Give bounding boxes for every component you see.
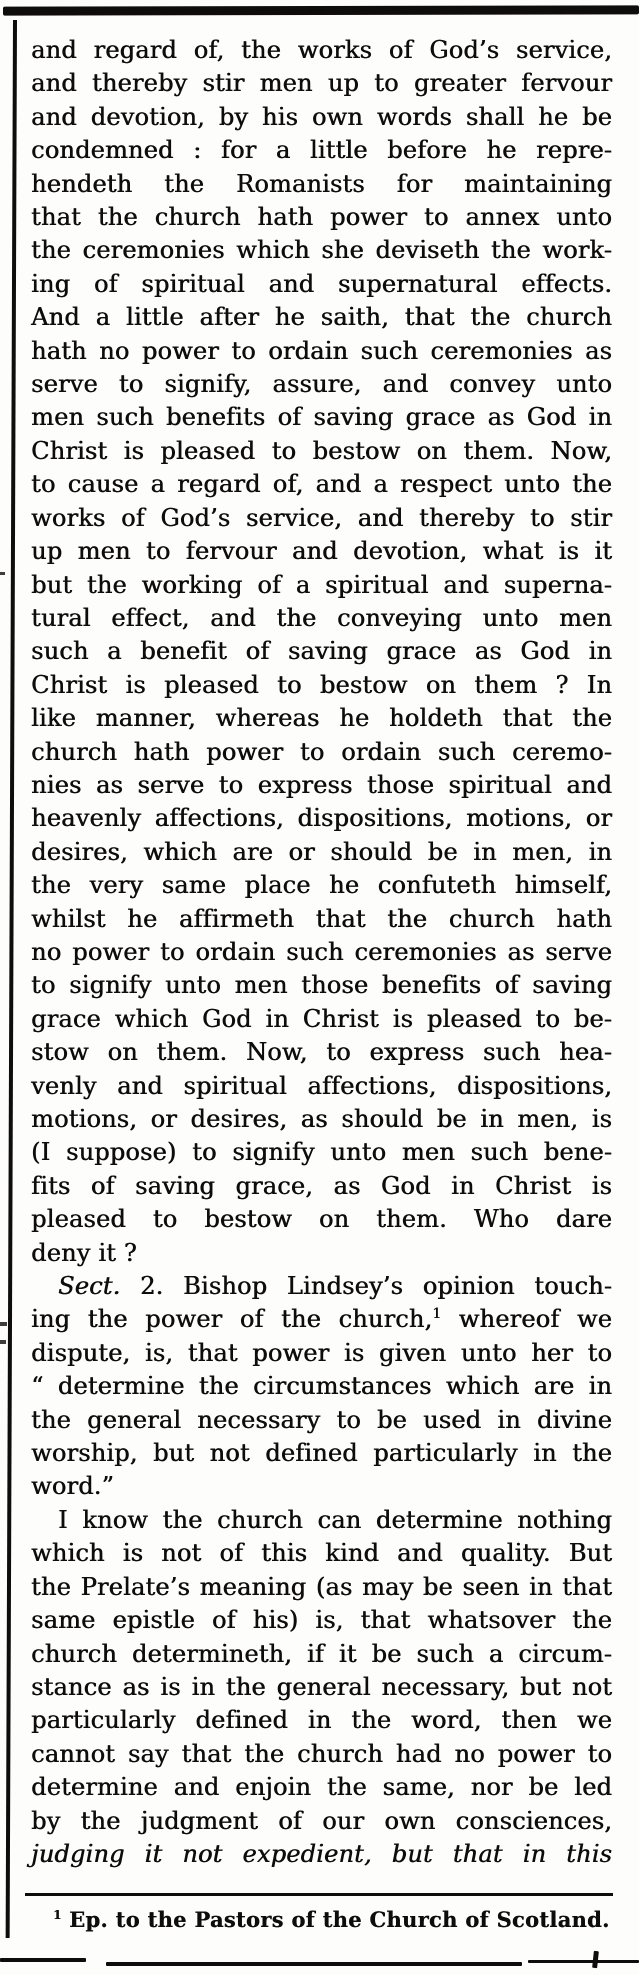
text-line [31, 836, 612, 869]
text-line [31, 1404, 612, 1437]
text-run: the Prelate’s meaning (as may be seen in that [31, 1572, 612, 1601]
text-line [31, 1370, 612, 1403]
text-line [31, 1170, 612, 1203]
text-run: Christ is pleased to bestow on them ? In [31, 670, 612, 699]
text-run: serve to signify, assure, and convey unto [31, 370, 612, 399]
text-line [31, 67, 612, 100]
text-run: particularly defined in the word, then we [31, 1706, 612, 1735]
text-run: word.” [31, 1472, 114, 1501]
text-run: church hath power to ordain such ceremo- [31, 737, 612, 766]
footnote-reference: 1 [53, 1908, 62, 1922]
text-line [31, 1571, 612, 1604]
text-line [31, 1805, 612, 1838]
text-run: whilst he affirmeth that the church hath [31, 904, 612, 933]
text-line [31, 869, 612, 902]
text-run: desires, which are or should be in men, in [31, 837, 612, 866]
scan-smudge [63, 9, 323, 14]
text-line [31, 1070, 612, 1103]
text-run: and thereby stir men up to greater fervour [31, 69, 612, 98]
text-run: “ determine the circumstances which are in [31, 1372, 612, 1401]
text-line [31, 903, 612, 936]
text-run: cannot say that the church had no power to [31, 1739, 612, 1768]
text-line [31, 1604, 612, 1637]
text-run: determine and enjoin the same, nor be led [31, 1773, 612, 1802]
text-run: judging it not expedient, but that in this [31, 1839, 612, 1868]
column-left-rule [6, 20, 17, 1938]
text-run: tural effect, and the conveying unto men [31, 603, 612, 632]
text-run: ing the power of the church, [31, 1305, 433, 1334]
text-run: 2. Bishop Lindsey’s opinion touch- [120, 1272, 612, 1301]
text-run: but the working of a spiritual and superna- [31, 570, 612, 599]
text-line [31, 234, 612, 267]
page-bottom-edge-rule [0, 1958, 86, 1962]
text-run: works of God’s service, and thereby to stir [31, 503, 612, 532]
text-line [31, 368, 612, 401]
page-bottom-edge-rule [528, 1960, 639, 1963]
text-line [31, 1537, 612, 1570]
text-run: which is not of this kind and quality. But [31, 1539, 612, 1568]
text-line [31, 34, 612, 67]
text-run: the general necessary to be used in divine [31, 1405, 612, 1434]
text-line [31, 1838, 612, 1871]
text-line [31, 201, 612, 234]
text-line [31, 769, 612, 802]
text-line [31, 301, 612, 334]
text-run: pleased to bestow on them. Who dare [31, 1205, 612, 1234]
scan-mark [592, 1951, 599, 1968]
text-run: I know the church can determine nothing [58, 1505, 612, 1534]
text-line [31, 1437, 612, 1470]
text-run: by the judgment of our own consciences, [31, 1806, 612, 1835]
page-bottom-edge-rule [106, 1962, 522, 1966]
page-top-edge-rule [3, 5, 639, 15]
text-line [31, 535, 612, 568]
text-line [31, 468, 612, 501]
text-line [31, 1671, 612, 1704]
text-run: that the church hath power to annex unto [31, 203, 612, 232]
scan-speck [0, 1322, 7, 1326]
text-line [31, 1036, 612, 1069]
text-line [31, 1303, 612, 1336]
text-line [31, 268, 612, 301]
text-line [31, 635, 612, 668]
text-line [31, 101, 612, 134]
footnote-text [53, 1905, 613, 1935]
text-run: to signify unto men those benefits of saving [31, 971, 612, 1000]
text-run: nies as serve to express those spiritual and [31, 770, 612, 799]
text-line [31, 168, 612, 201]
text-run: condemned : for a little before he repre- [31, 136, 612, 165]
text-line [31, 936, 612, 969]
text-line [31, 502, 612, 535]
text-run: hath no power to ordain such ceremonies as [31, 336, 612, 365]
text-run: the very same place he confuteth himself, [31, 871, 612, 900]
text-line [31, 669, 612, 702]
text-run: deny it ? [31, 1238, 137, 1267]
text-run: men such benefits of saving grace as God in [31, 403, 612, 432]
text-line [31, 1638, 612, 1671]
text-line [31, 1337, 612, 1370]
text-line [31, 602, 612, 635]
text-line [31, 969, 612, 1002]
text-block [31, 34, 612, 1871]
scan-speck [0, 1340, 6, 1344]
text-run: motions, or desires, as should be in men, is [31, 1105, 612, 1133]
text-line [31, 702, 612, 735]
text-line [31, 1003, 612, 1036]
text-line [31, 134, 612, 167]
text-run: heavenly affections, dispositions, motions, or [31, 804, 612, 833]
text-run: ing of spiritual and supernatural effects. [31, 269, 612, 298]
text-run: like manner, whereas he holdeth that the [31, 704, 612, 733]
text-run: church determineth, if it be such a circum- [31, 1639, 612, 1668]
text-line [31, 1136, 612, 1169]
text-line [31, 569, 612, 602]
text-run: And a little after he saith, that the church [31, 303, 612, 332]
text-run: fits of saving grace, as God in Christ is [31, 1171, 612, 1200]
text-run: (I suppose) to signify unto men such bene- [31, 1138, 612, 1167]
footnote-separator-rule [25, 1893, 613, 1896]
text-run: grace which God in Christ is pleased to be- [31, 1004, 612, 1033]
text-run: worship, but not defined particularly in the [31, 1439, 612, 1468]
text-line [31, 1470, 612, 1503]
text-line [31, 435, 612, 468]
text-run: the ceremonies which she deviseth the work- [31, 236, 612, 265]
text-run: such a benefit of saving grace as God in [31, 637, 612, 666]
text-run: stow on them. Now, to express such hea- [31, 1038, 612, 1067]
scan-speck [0, 572, 5, 575]
text-run: and devotion, by his own words shall he be [31, 102, 612, 131]
text-line [31, 1103, 612, 1136]
text-line [31, 335, 612, 368]
text-line [31, 1203, 612, 1236]
text-line [31, 802, 612, 835]
text-line [31, 736, 612, 769]
text-line [31, 1771, 612, 1804]
text-run: same epistle of his) is, that whatsover the [31, 1606, 612, 1635]
text-run: no power to ordain such ceremonies as serve [31, 937, 612, 966]
text-line [31, 1237, 612, 1270]
text-line [31, 1738, 612, 1771]
text-run: hendeth the Romanists for maintaining [31, 169, 612, 198]
text-line [31, 1270, 612, 1303]
text-line [31, 1704, 612, 1737]
text-run: venly and spiritual affections, dispositions, [31, 1071, 612, 1100]
footnote-reference: 1 [432, 1306, 442, 1323]
text-run: dispute, is, that power is given unto her to [31, 1338, 612, 1367]
text-run: Sect. [58, 1272, 121, 1301]
text-run: to cause a regard of, and a respect unto the [31, 470, 612, 499]
text-line [31, 1504, 612, 1537]
text-run: Christ is pleased to bestow on them. Now, [31, 436, 612, 465]
text-line [31, 401, 612, 434]
text-run: stance as is in the general necessary, but not [31, 1672, 612, 1701]
text-run: up men to fervour and devotion, what is it [31, 537, 612, 566]
text-run: Ep. to the Pastors of the Church of Scotland. [61, 1907, 610, 1932]
text-run: and regard of, the works of God’s service, [31, 36, 612, 64]
text-run: whereof we [441, 1305, 612, 1334]
